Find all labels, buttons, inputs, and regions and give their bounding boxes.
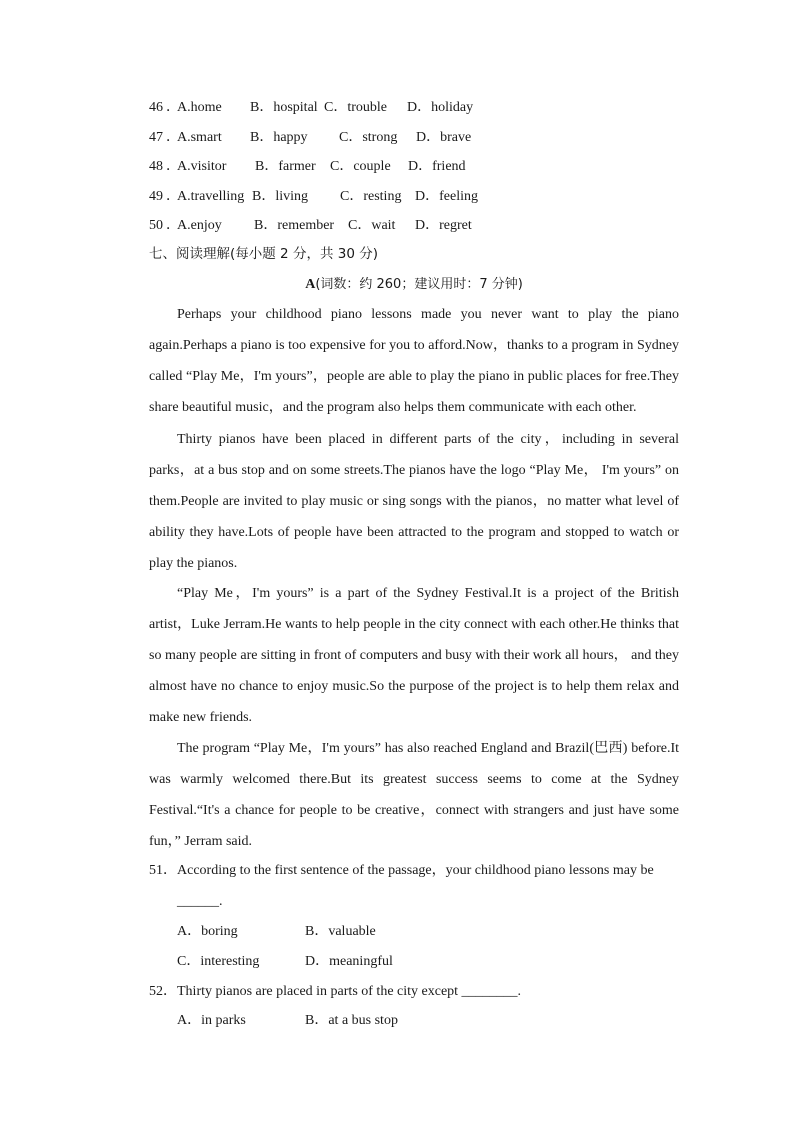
option-d: D．holiday	[407, 100, 474, 115]
question-stem: Thirty pianos are placed in parts of the city except ________.	[177, 984, 522, 999]
option-b: B．hospital	[250, 100, 318, 115]
passage-info: (词数：约 260；建议用时：7 分钟)	[315, 277, 523, 292]
question-number: 47	[149, 130, 163, 145]
option-b: B．living	[252, 189, 309, 204]
choice-c[interactable]: C．interesting	[177, 954, 260, 969]
option-c: C．couple	[330, 159, 391, 174]
option-a: A.travelling	[177, 189, 245, 204]
question-number: 50	[149, 218, 163, 233]
option-d: D．friend	[408, 159, 466, 174]
question-number: 51．	[149, 863, 177, 878]
option-c: C．resting	[340, 189, 402, 204]
option-b: B．farmer	[255, 159, 316, 174]
passage-paragraph: Perhaps your childhood piano lessons made you never want to play the piano again.Perhaps a piano is too expensive for you to afford.Now，thanks to a program in Sydney called “Play Me，I'm yours”，people are able to play the piano in public places for free.They share beautiful music，and the program also helps them communicate with each other.	[149, 307, 679, 415]
question-number: 46	[149, 100, 163, 115]
section-heading: 七、阅读理解(每小题 2 分，共 30 分)	[149, 246, 378, 262]
option-a: A.enjoy	[177, 218, 222, 233]
option-c: C．wait	[348, 218, 396, 233]
passage-paragraph: Thirty pianos have been placed in different parts of the city，including in several parks，at a bus stop and on some streets.The pianos have the logo “Play Me， I'm yours” on them.People are invited to play music or sing songs with the pianos，no matter what level of ability they have.Lots of people have been attracted to the program and stopped to watch or play the pianos.	[149, 432, 679, 571]
question-number: 48	[149, 159, 163, 174]
passage-paragraph: The program “Play Me，I'm yours” has also reached England and Brazil(巴西) before.It was warmly welcomed there.But its greatest success seems to come at the Sydney Festival.“It's a chance for people to be creative，connect with strangers and just have some fun，” Jerram said.	[149, 741, 679, 849]
option-d: D．feeling	[415, 189, 478, 204]
option-c: C．trouble	[324, 100, 387, 115]
option-a: A.smart	[177, 130, 222, 145]
question-number: 49	[149, 189, 163, 204]
option-d: D．brave	[416, 130, 472, 145]
option-d: D．regret	[415, 218, 472, 233]
option-b: B．remember	[254, 218, 335, 233]
question-stem: According to the first sentence of the passage，your childhood piano lessons may be	[177, 863, 654, 878]
question-number: 52．	[149, 984, 177, 999]
choice-b[interactable]: B．valuable	[305, 924, 376, 939]
passage-paragraph: “Play Me，I'm yours” is a part of the Sydney Festival.It is a project of the British artist，Luke Jerram.He wants to help people in the city connect with each other.He thinks that so many people are sitting in front of computers and busy with their work all hours， and they almost have no chance to enjoy music.So the purpose of the project is to help them relax and make new friends.	[149, 586, 679, 725]
choice-d[interactable]: D．meaningful	[305, 954, 393, 969]
option-a: A.visitor	[177, 159, 227, 174]
option-b: B．happy	[250, 130, 308, 145]
passage-heading	[149, 275, 679, 295]
passage-letter: A	[305, 277, 316, 292]
exam-page: 46 ． A.home B．hospital C．trouble D．holiday 47 ． A.smart B．happy C．strong D．brave 48 ． A.visitor B．farmer C．couple D．friend 49 ． A.travelling B．living C．resting D．feeling 50 ． A.enjoy B．remember C．wait D．regret 七、阅读理解(每小题 2 分，共 30 分) A(词数：约 260；建议用时：7 分钟) Perhaps your childhood piano lessons made you never want to play the piano again.Perhaps a piano is too expensive for you to afford.Now，thanks to a program in Sydney called “Play Me，I'm yours”，people are able to play the piano in public places for free.They share beautiful music，and the program also helps them communicate with each other. Thirty pianos have been placed in different parts of the city，including in several parks，at a bus stop and on some streets.The pianos have the logo “Play Me， I'm yours” on them.People are invited to play music or sing songs with the pianos，no matter what level of ability they have.Lots of people have been attracted to the program and stopped to watch or play the pianos. “Play Me，I'm yours” is a part of the Sydney Festival.It is a project of the British artist，Luke Jerram.He wants to help people in the city connect with each other.He thinks that so many people are sitting in front of computers and busy with their work all hours， and they almost have no chance to enjoy music.So the purpose of the project is to help them relax and make new friends. The program “Play Me，I'm yours” has also reached England and Brazil(巴西) before.It was warmly welcomed there.But its greatest success seems to come at the Sydney Festival.“It's a chance for people to be creative，connect with strangers and just have some fun，” Jerram said. 51． According to the first sentence of the passage，your childhood piano lessons may be ______. A．boring B．valuable C．interesting D．meaningful 52． Thirty pianos are placed in parts of the city except ________. A．in parks B．at a bus stop	[0, 0, 800, 1130]
option-a: A.home	[177, 100, 222, 115]
choice-a[interactable]: A．in parks	[177, 1013, 246, 1028]
choice-a[interactable]: A．boring	[177, 924, 238, 939]
option-c: C．strong	[339, 130, 398, 145]
choice-b[interactable]: B．at a bus stop	[305, 1013, 398, 1028]
answer-blank: ______.	[177, 894, 223, 909]
